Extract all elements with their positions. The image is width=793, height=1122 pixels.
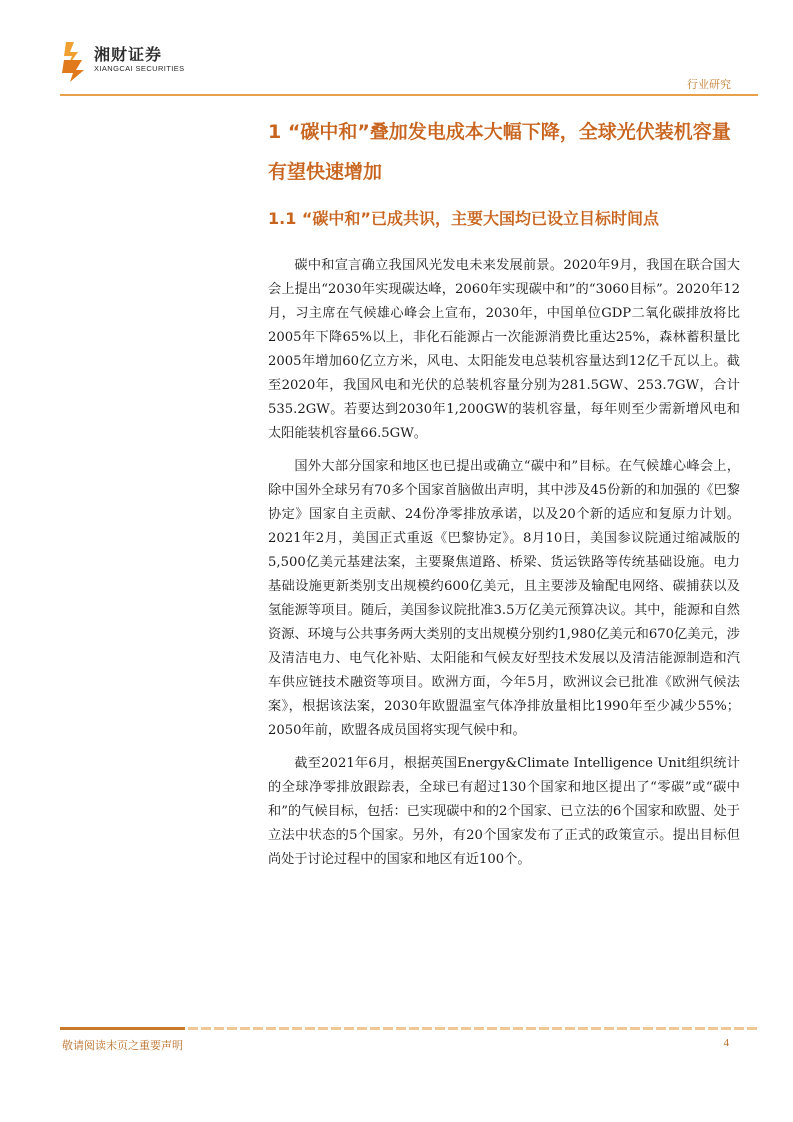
footer-divider-pattern (188, 1027, 758, 1030)
logo-mark-icon (60, 40, 90, 84)
report-category: 行业研究 (687, 78, 731, 91)
paragraph: 截至2021年6月，根据英国Energy&Climate Intelligence Unit组织统计的全球净零排放跟踪表，全球已有超过130个国家和地区提出了“零碳”或“碳中和”的气候目标，包括：已实现碳中和的2个国家、已立法的6个国家和欧盟、处于立法中状态的5个国家。另外，有20个国家发布了正式的政策宣示。提出目标但尚处于讨论过程中的国家和地区有近100个。 (268, 756, 740, 867)
footer-divider-accent (60, 1027, 185, 1030)
paragraph: 国外大部分国家和地区也已提出或确立“碳中和”目标。在气候雄心峰会上，除中国外全球另有70多个国家首脑做出声明，其中涉及45份新的和加强的《巴黎协定》国家自主贡献、24份净零排放承诺，以及20个新的适应和复原力计划。2021年2月，美国正式重返《巴黎协定》。8月10日，美国参议院通过缩减版的5,500亿美元基建法案，主要聚焦道路、桥梁、货运铁路等传统基础设施。电力基础设施更新类别支出规模约600亿美元，且主要涉及输配电网络、碳捕获以及氢能源等项目。随后，美国参议院批准3.5万亿美元预算决议。其中，能源和自然资源、环境与公共事务两大类别的支出规模分别约1,980亿美元和670亿美元，涉及清洁电力、电气化补贴、太阳能和气候友好型技术发展以及清洁能源制造和汽车供应链技术融资等项目。欧洲方面，今年5月，欧洲议会已批准《欧洲气候法案》，根据该法案，2030年欧盟温室气体净排放量相比1990年至少减少55%；2050年前，欧盟各成员国将实现气候中和。 (268, 459, 740, 738)
paragraph: 碳中和宣言确立我国风光发电未来发展前景。2020年9月，我国在联合国大会上提出“2030年实现碳达峰，2060年实现碳中和”的“3060目标”。2020年12月，习主席在气候雄心峰会上宣布，2030年，中国单位GDP二氧化碳排放将比2005年下降65%以上，非化石能源占一次能源消费比重达25%，森林蓄积量比2005年增加60亿立方米，风电、太阳能发电总装机容量达到12亿千瓦以上。截至2020年，我国风电和光伏的总装机容量分别为281.5GW、253.7GW，合计535.2GW。若要达到2030年1,200GW的装机容量，每年则至少需新增风电和太阳能装机容量66.5GW。 (268, 258, 740, 441)
logo-english-name: XIANGCAI SECURITIES (94, 64, 185, 73)
page-header (0, 0, 793, 100)
subsection-heading: 1.1 “碳中和”已成共识，主要大国均已设立目标时间点 (268, 209, 659, 228)
header-divider (60, 94, 758, 96)
company-logo (60, 40, 200, 84)
body-text (268, 254, 740, 881)
footer-divider (60, 1027, 758, 1030)
page-number: 4 (723, 1037, 729, 1049)
logo-chinese-name: 湘财证券 (94, 45, 163, 64)
section-heading: 1 “碳中和”叠加发电成本大幅下降，全球光伏装机容量有望快速增加 (268, 121, 731, 183)
footer-disclaimer: 敬请阅读末页之重要声明 (62, 1039, 183, 1052)
